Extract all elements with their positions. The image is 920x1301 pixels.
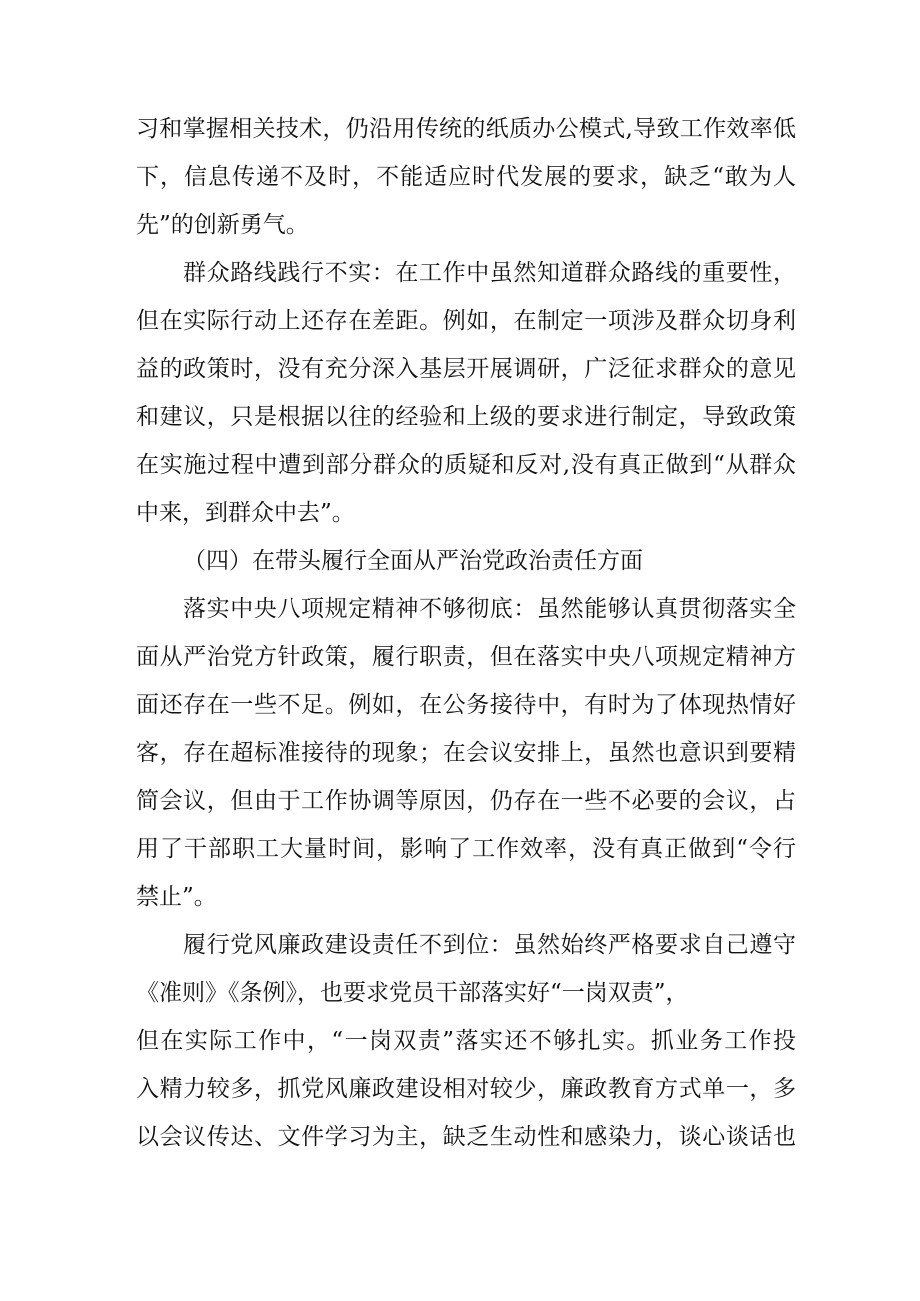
text-line: 简会议，但由于工作协调等原因，仍存在一些不必要的会议，占 bbox=[136, 788, 796, 814]
text-line: 先”的创新勇气。 bbox=[136, 212, 309, 238]
section-heading: （四）在带头履行全面从严治党政治责任方面 bbox=[183, 548, 643, 574]
text-line: 和建议，只是根据以往的经验和上级的要求进行制定，导致政策 bbox=[136, 404, 796, 430]
paragraph-first-line: 履行党风廉政建设责任不到位：虽然始终严格要求自己遵守 bbox=[183, 932, 796, 958]
text-line: 以会议传达、文件学习为主，缺乏生动性和感染力，谈心谈话也 bbox=[136, 1124, 796, 1150]
text-line: 益的政策时，没有充分深入基层开展调研，广泛征求群众的意见 bbox=[136, 356, 796, 382]
text-line: 《准则》《条例》，也要求党员干部落实好“一岗双责”， bbox=[136, 980, 689, 1006]
text-line: 客，存在超标准接待的现象；在会议安排上，虽然也意识到要精 bbox=[136, 740, 796, 766]
text-line: 但在实际行动上还存在差距。例如，在制定一项涉及群众切身利 bbox=[136, 308, 796, 334]
text-line: 但在实际工作中，“一岗双责”落实还不够扎实。抓业务工作投 bbox=[136, 1028, 796, 1054]
text-line: 下，信息传递不及时，不能适应时代发展的要求，缺乏“敢为人 bbox=[136, 164, 796, 190]
paragraph-first-line: 群众路线践行不实：在工作中虽然知道群众路线的重要性， bbox=[183, 260, 796, 286]
text-line: 用了干部职工大量时间，影响了工作效率，没有真正做到“令行 bbox=[136, 836, 796, 862]
text-line: 习和掌握相关技术，仍沿用传统的纸质办公模式,导致工作效率低 bbox=[136, 116, 796, 142]
paragraph-first-line: 落实中央八项规定精神不够彻底：虽然能够认真贯彻落实全 bbox=[183, 596, 796, 622]
text-line: 禁止”。 bbox=[136, 884, 217, 910]
text-line: 面从严治党方针政策，履行职责，但在落实中央八项规定精神方 bbox=[136, 644, 796, 670]
text-line: 入精力较多，抓党风廉政建设相对较少，廉政教育方式单一，多 bbox=[136, 1076, 796, 1102]
text-line: 面还存在一些不足。例如，在公务接待中，有时为了体现热情好 bbox=[136, 692, 796, 718]
text-line: 中来，到群众中去”。 bbox=[136, 500, 355, 526]
text-line: 在实施过程中遭到部分群众的质疑和反对,没有真正做到“从群众 bbox=[136, 452, 796, 478]
